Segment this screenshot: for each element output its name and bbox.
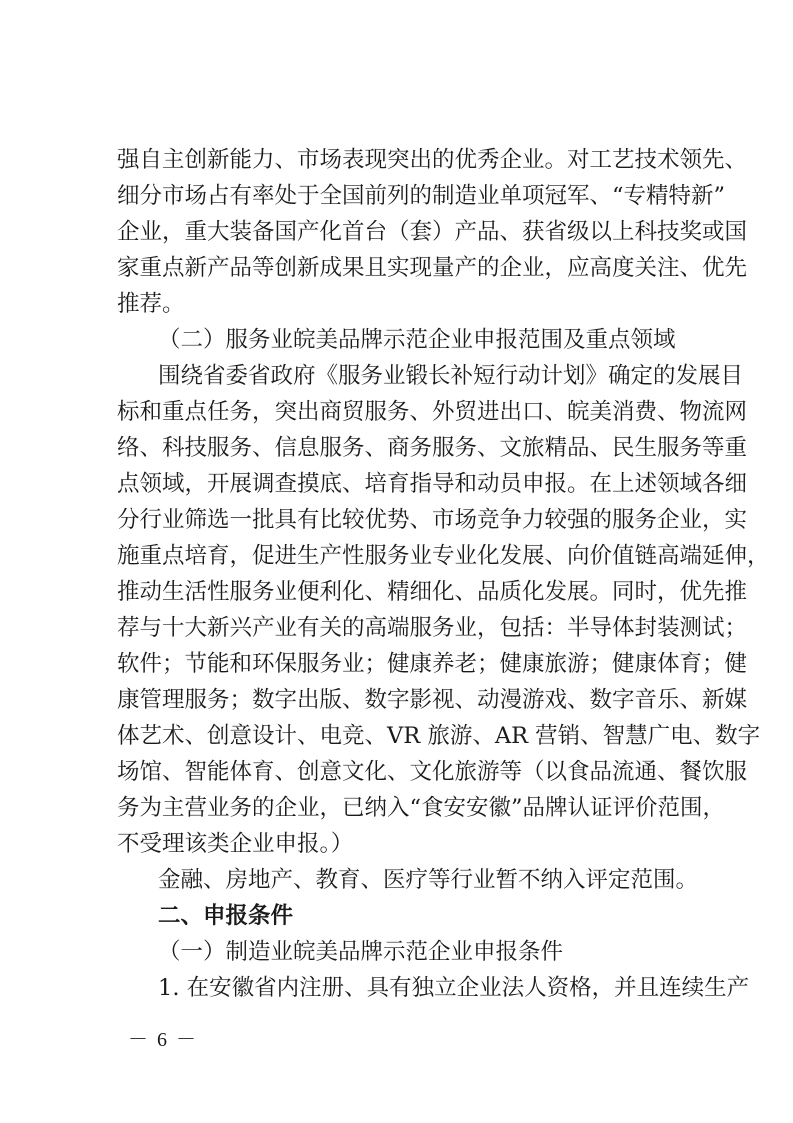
paragraph-line-12: 施重点培育，促进生产性服务业专业化发展、向价值链高端延伸，: [117, 543, 770, 569]
paragraph-line-13: 推动生活性服务业便利化、精细化、品质化发展。同时，优先推: [117, 579, 748, 605]
paragraph-line-16: 康管理服务；数字出版、数字影视、动漫游戏、数字音乐、新媒: [117, 687, 748, 713]
paragraph-line-2: 细分市场占有率处于全国前列的制造业单项冠军、“专精特新”: [117, 183, 726, 209]
paragraph-line-19: 务为主营业务的企业，已纳入“食安安徽”品牌认证评价范围，: [117, 795, 726, 821]
paragraph-line-15: 软件；节能和环保服务业；健康养老；健康旅游；健康体育；健: [117, 651, 748, 677]
paragraph-line-20: 不受理该类企业申报。）: [117, 831, 354, 857]
page-number: － 6 －: [128, 1029, 198, 1051]
paragraph-line-4: 家重点新产品等创新成果且实现量产的企业，应高度关注、优先: [117, 255, 748, 281]
paragraph-line-10: 点领域，开展调查摸底、培育指导和动员申报。在上述领域各细: [117, 471, 748, 497]
paragraph-line-17: 体艺术、创意设计、电竞、VR 旅游、AR 营销、智慧广电、数字: [117, 723, 761, 749]
paragraph-line-1: 强自主创新能力、市场表现突出的优秀企业。对工艺技术领先、: [117, 147, 748, 173]
paragraph-line-7: 围绕省委省政府《服务业锻长补短行动计划》确定的发展目: [158, 363, 744, 389]
paragraph-line-18: 场馆、智能体育、创意文化、文化旅游等（以食品流通、餐饮服: [117, 759, 748, 785]
list-item-1: 1. 在安徽省内注册、具有独立企业法人资格，并且连续生产: [158, 975, 750, 1001]
paragraph-line-11: 分行业筛选一批具有比较优势、市场竞争力较强的服务企业，实: [117, 507, 748, 533]
section-heading-requirements: 二、申报条件: [158, 903, 294, 929]
paragraph-line-8: 标和重点任务，突出商贸服务、外贸进出口、皖美消费、物流网: [117, 399, 748, 425]
paragraph-line-3: 企业，重大装备国产化首台（套）产品、获省级以上科技奖或国: [117, 219, 748, 245]
paragraph-line-5: 推荐。: [117, 291, 185, 317]
paragraph-line-14: 荐与十大新兴产业有关的高端服务业，包括：半导体封装测试；: [117, 615, 748, 641]
paragraph-excluded-industries: 金融、房地产、教育、医疗等行业暂不纳入评定范围。: [158, 867, 699, 893]
subsection-heading-manufacturing-requirements: （一）制造业皖美品牌示范企业申报条件: [158, 939, 564, 965]
section-heading-services-scope: （二）服务业皖美品牌示范企业申报范围及重点领域: [158, 327, 676, 353]
paragraph-line-9: 络、科技服务、信息服务、商务服务、文旅精品、民生服务等重: [117, 435, 748, 461]
